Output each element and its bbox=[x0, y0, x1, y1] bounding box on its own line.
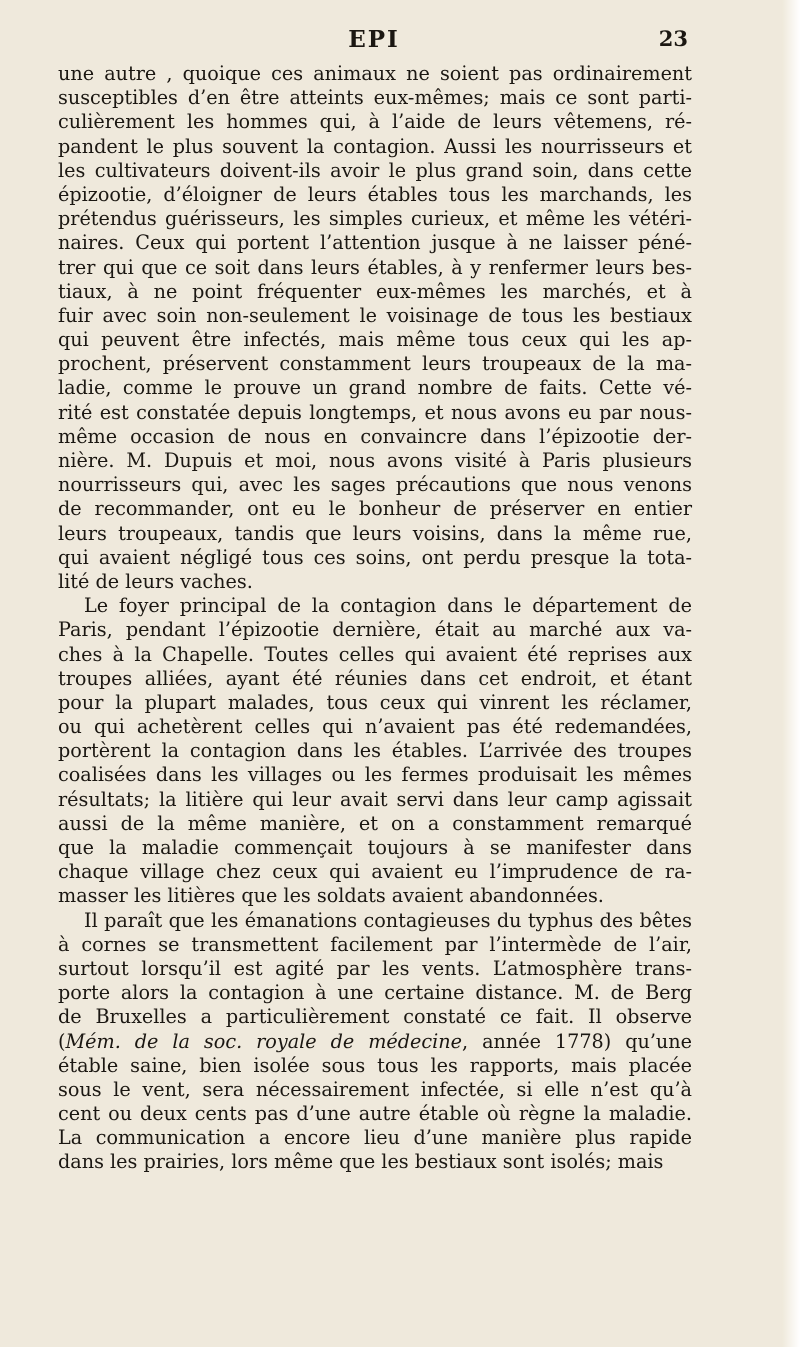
text-line: masser les litières que les soldats avaient abandonnées. bbox=[58, 884, 604, 908]
text-line: cent ou deux cents pas d’une autre étable où règne la maladie. bbox=[58, 1102, 692, 1126]
text-line: La communication a encore lieu d’une manière plus rapide bbox=[58, 1126, 692, 1150]
text-line: Paris, pendant l’épizootie dernière, était au marché aux va- bbox=[58, 618, 692, 642]
text-line: pandent le plus souvent la contagion. Aussi les nourrisseurs et bbox=[58, 134, 692, 158]
text-line: trer qui que ce soit dans leurs étables, à y renfermer leurs bes- bbox=[58, 255, 692, 279]
text-line: même occasion de nous en convaincre dans l’épizootie der- bbox=[58, 424, 692, 448]
text-line: troupes alliées, ayant été réunies dans cet endroit, et étant bbox=[58, 666, 692, 690]
text-line: à cornes se transmettent facilement par l’intermède de l’air, bbox=[58, 932, 692, 956]
running-head-title: EPI bbox=[348, 26, 400, 53]
text-line: rité est constatée depuis longtemps, et nous avons eu par nous- bbox=[58, 400, 692, 424]
body-text bbox=[58, 62, 692, 1175]
text-line: dans les prairies, lors même que les bestiaux sont isolés; mais bbox=[58, 1150, 664, 1174]
text-line: nourrisseurs qui, avec les sages précautions que nous venons bbox=[58, 473, 692, 497]
text-line: ches à la Chapelle. Toutes celles qui avaient été reprises aux bbox=[58, 642, 692, 666]
text-line: les cultivateurs doivent-ils avoir le plus grand soin, dans cette bbox=[58, 158, 692, 182]
text-line: ladie, comme le prouve un grand nombre de faits. Cette vé- bbox=[58, 376, 692, 400]
text-line: Le foyer principal de la contagion dans le département de bbox=[84, 594, 692, 618]
text-line: résultats; la litière qui leur avait servi dans leur camp agissait bbox=[58, 787, 692, 811]
text-line: susceptibles d’en être atteints eux-mêmes; mais ce sont parti- bbox=[58, 86, 692, 110]
text-line: sous le vent, sera nécessairement infectée, si elle n’est qu’à bbox=[58, 1077, 692, 1101]
page-number: 23 bbox=[658, 26, 688, 51]
text-line: une autre , quoique ces animaux ne soient pas ordinairement bbox=[58, 62, 692, 85]
text-line: de Bruxelles a particulièrement constaté ce fait. Il observe bbox=[58, 1005, 692, 1029]
text-line: prochent, préservent constamment leurs troupeaux de la ma- bbox=[58, 352, 692, 376]
paragraph bbox=[58, 594, 692, 908]
paragraph bbox=[58, 909, 692, 1175]
text-line: épizootie, d’éloigner de leurs étables tous les marchands, les bbox=[58, 182, 692, 206]
text-line: que la maladie commençait toujours à se manifester dans bbox=[58, 836, 692, 859]
text-line: naires. Ceux qui portent l’attention jusque à ne laisser péné- bbox=[58, 231, 692, 255]
running-head bbox=[60, 26, 688, 56]
text-line: tiaux, à ne point fréquenter eux-mêmes les marchés, et à bbox=[58, 279, 692, 303]
text-line: culièrement les hommes qui, à l’aide de leurs vêtemens, ré- bbox=[58, 110, 692, 134]
text-line: porte alors la contagion à une certaine distance. M. de Berg bbox=[58, 981, 692, 1005]
text-line: portèrent la contagion dans les étables. L’arrivée des troupes bbox=[58, 739, 692, 763]
text-line: leurs troupeaux, tandis que leurs voisins, dans la même rue, bbox=[58, 521, 692, 545]
text-line: lité de leurs vaches. bbox=[58, 569, 253, 593]
text-line: qui avaient négligé tous ces soins, ont perdu presque la tota- bbox=[58, 545, 692, 569]
text-line: prétendus guérisseurs, les simples curieux, et même les vétéri- bbox=[58, 207, 692, 231]
text-line: fuir avec soin non-seulement le voisinage de tous les bestiaux bbox=[58, 303, 692, 327]
text-line: étable saine, bien isolée sous tous les rapports, mais placée bbox=[58, 1053, 692, 1077]
text-line: surtout lorsqu’il est agité par les vents. L’atmosphère trans- bbox=[58, 956, 692, 980]
text-line: aussi de la même manière, et on a constamment remarqué bbox=[58, 811, 692, 835]
text-line: Il paraît que les émanations contagieuses du typhus des bêtes bbox=[84, 908, 692, 932]
text-line: de recommander, ont eu le bonheur de préserver en entier bbox=[58, 497, 692, 521]
paragraph bbox=[58, 62, 692, 594]
text-line: nière. M. Dupuis et moi, nous avons visité à Paris plusieurs bbox=[58, 449, 692, 472]
text-line: chaque village chez ceux qui avaient eu l’imprudence de ra- bbox=[58, 860, 692, 884]
text-line: coalisées dans les villages ou les fermes produisait les mêmes bbox=[58, 763, 692, 787]
italic-citation: Mém. de la soc. royale de médecine bbox=[65, 1029, 462, 1053]
text-line: (Mém. de la soc. royale de médecine, année 1778) qu’une bbox=[58, 1029, 693, 1053]
text-line: ou qui achetèrent celles qui n’avaient pas été redemandées, bbox=[58, 715, 692, 739]
text-line: pour la plupart malades, tous ceux qui vinrent les réclamer, bbox=[58, 690, 692, 714]
text-line: qui peuvent être infectés, mais même tous ceux qui les ap- bbox=[58, 328, 692, 352]
